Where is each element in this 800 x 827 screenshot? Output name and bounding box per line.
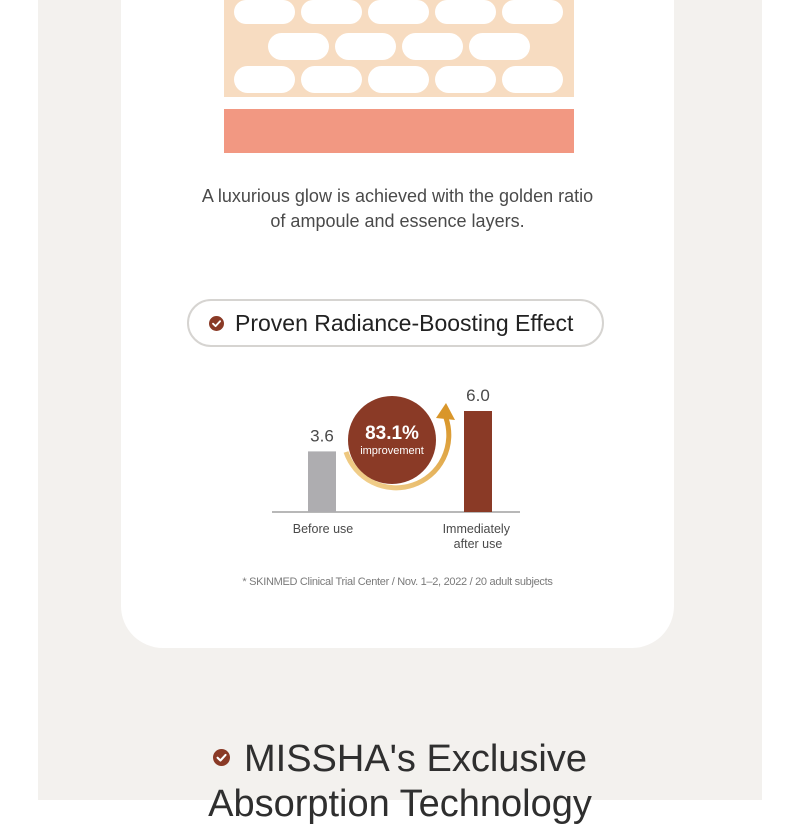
improvement-percent: 83.1% (365, 423, 419, 444)
next-section-heading (0, 737, 800, 827)
heading-line-1: MISSHA's Exclusive (243, 738, 587, 780)
pill-title: Proven Radiance-Boosting Effect (235, 310, 574, 336)
bar-before-use (308, 451, 336, 512)
footnote: * SKINMED Clinical Trial Center / Nov. 1–2, 2022 / 20 adult subjects (242, 576, 553, 588)
category-label-after: Immediately after use (442, 522, 510, 551)
check-circle-icon (213, 749, 230, 766)
heading-line-2: Absorption Technology (208, 783, 592, 825)
value-label-after: 6.0 (466, 386, 490, 405)
caption-line-1: A luxurious glow is achieved with the golden ratio (201, 186, 594, 206)
improvement-label: improvement (360, 445, 424, 457)
bar-after-use (464, 411, 492, 512)
caption-line-2: of ampoule and essence layers. (270, 211, 525, 231)
arrow-head (436, 403, 455, 420)
category-label-before: Before use (292, 522, 354, 536)
value-label-before: 3.6 (310, 426, 334, 446)
